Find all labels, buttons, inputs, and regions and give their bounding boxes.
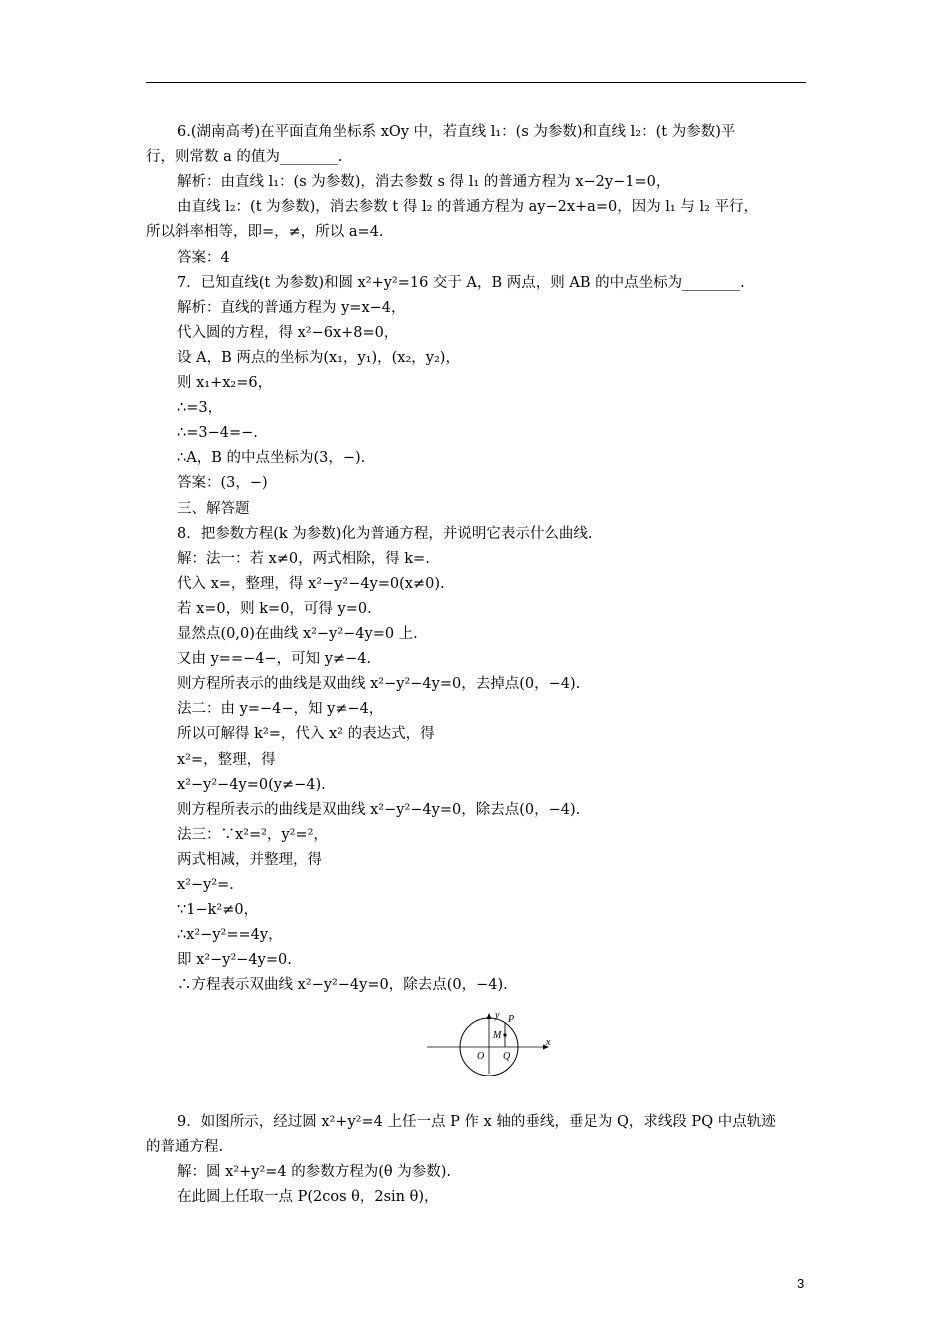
text-line: 的普通方程.	[146, 1139, 224, 1156]
text-line: ∴=3−4=−.	[177, 425, 258, 442]
header-rule	[146, 82, 806, 83]
text-line: 解：法一：若 x≠0，两式相除，得 k=.	[177, 550, 430, 567]
label-o: O	[477, 1051, 485, 1062]
label-q: Q	[503, 1051, 511, 1062]
text-line: ∵1−k²≠0，	[177, 902, 259, 919]
text-line: 在此圆上任取一点 P(2cos θ，2sin θ)，	[177, 1189, 439, 1206]
text-line: 6.(湖南高考)在平面直角坐标系 xOy 中，若直线 l₁：(s 为参数)和直线 l₂：(t 为参数)平	[177, 124, 736, 140]
circle-figure	[425, 1008, 555, 1076]
text-line: 则方程所表示的曲线是双曲线 x²−y²−4y=0，除去点(0，−4).	[177, 801, 581, 818]
text-line: 两式相减，并整理，得	[177, 851, 322, 868]
page-number: 3	[797, 1276, 805, 1291]
point-m	[503, 1033, 506, 1036]
text-line: ∴A，B 的中点坐标为(3，−).	[177, 450, 366, 467]
text-line: 答案：(3，−)	[177, 475, 268, 492]
text-line: 答案：4	[177, 249, 230, 266]
text-line: 法三：∵x²=²，y²=²，	[177, 826, 328, 843]
text-line: 7．已知直线(t 为参数)和圆 x²+y²=16 交于 A，B 两点，则 AB 的中点坐标为________.	[177, 274, 745, 291]
text-line: 三、解答题	[177, 500, 250, 517]
text-line: 代入圆的方程，得 x²−6x+8=0，	[177, 324, 399, 341]
text-line: 8．把参数方程(k 为参数)化为普通方程，并说明它表示什么曲线.	[177, 525, 593, 542]
text-line: 若 x=0，则 k=0，可得 y=0.	[177, 600, 372, 617]
text-line: 显然点(0,0)在曲线 x²−y²−4y=0 上.	[177, 626, 418, 642]
text-line: x²=，整理，得	[177, 751, 276, 768]
label-x: x	[546, 1037, 551, 1048]
text-line: 解析：直线的普通方程为 y=x−4，	[177, 299, 406, 316]
text-line: 即 x²−y²−4y=0.	[177, 952, 292, 969]
text-line: 则 x₁+x₂=6，	[177, 375, 273, 391]
text-line: 所以可解得 k²=，代入 x² 的表达式，得	[177, 726, 435, 743]
text-line: 解析：由直线 l₁：(s 为参数)，消去参数 s 得 l₁ 的普通方程为 x−2y−1=0，	[177, 174, 671, 191]
text-line: 则方程所表示的曲线是双曲线 x²−y²−4y=0，去掉点(0，−4).	[177, 676, 581, 693]
text-line: 所以斜率相等，即=，≠，所以 a=4.	[146, 224, 384, 241]
text-line: 又由 y==−4−，可知 y≠−4.	[177, 651, 372, 668]
text-line: 由直线 l₂：(t 为参数)，消去参数 t 得 l₂ 的普通方程为 ay−2x+a=0，因为 l₁ 与 l₂ 平行，	[177, 199, 759, 216]
text-line: 代入 x=，整理，得 x²−y²−4y=0(x≠0).	[177, 575, 445, 592]
label-p: P	[508, 1014, 515, 1025]
text-line: 9．如图所示，经过圆 x²+y²=4 上任一点 P 作 x 轴的垂线，垂足为 Q，求线段 PQ 中点轨迹	[177, 1114, 776, 1130]
text-line: 法二：由 y=−4−，知 y≠−4，	[177, 701, 384, 718]
text-line: x²−y²=.	[177, 877, 234, 893]
text-line: 行，则常数 a 的值为________.	[146, 149, 343, 166]
text-line: ∴=3，	[177, 400, 223, 417]
text-line: 设 A，B 两点的坐标为(x₁，y₁)，(x₂，y₂)，	[177, 349, 460, 366]
text-line: ∴方程表示双曲线 x²−y²−4y=0，除去点(0，−4).	[177, 977, 508, 994]
label-y: y	[495, 1010, 500, 1021]
text-line: ∴x²−y²==4y，	[177, 927, 283, 944]
text-line: x²−y²−4y=0(y≠−4).	[177, 776, 326, 793]
label-m: M	[493, 1030, 502, 1041]
text-line: 解：圆 x²+y²=4 的参数方程为(θ 为参数).	[177, 1164, 451, 1181]
